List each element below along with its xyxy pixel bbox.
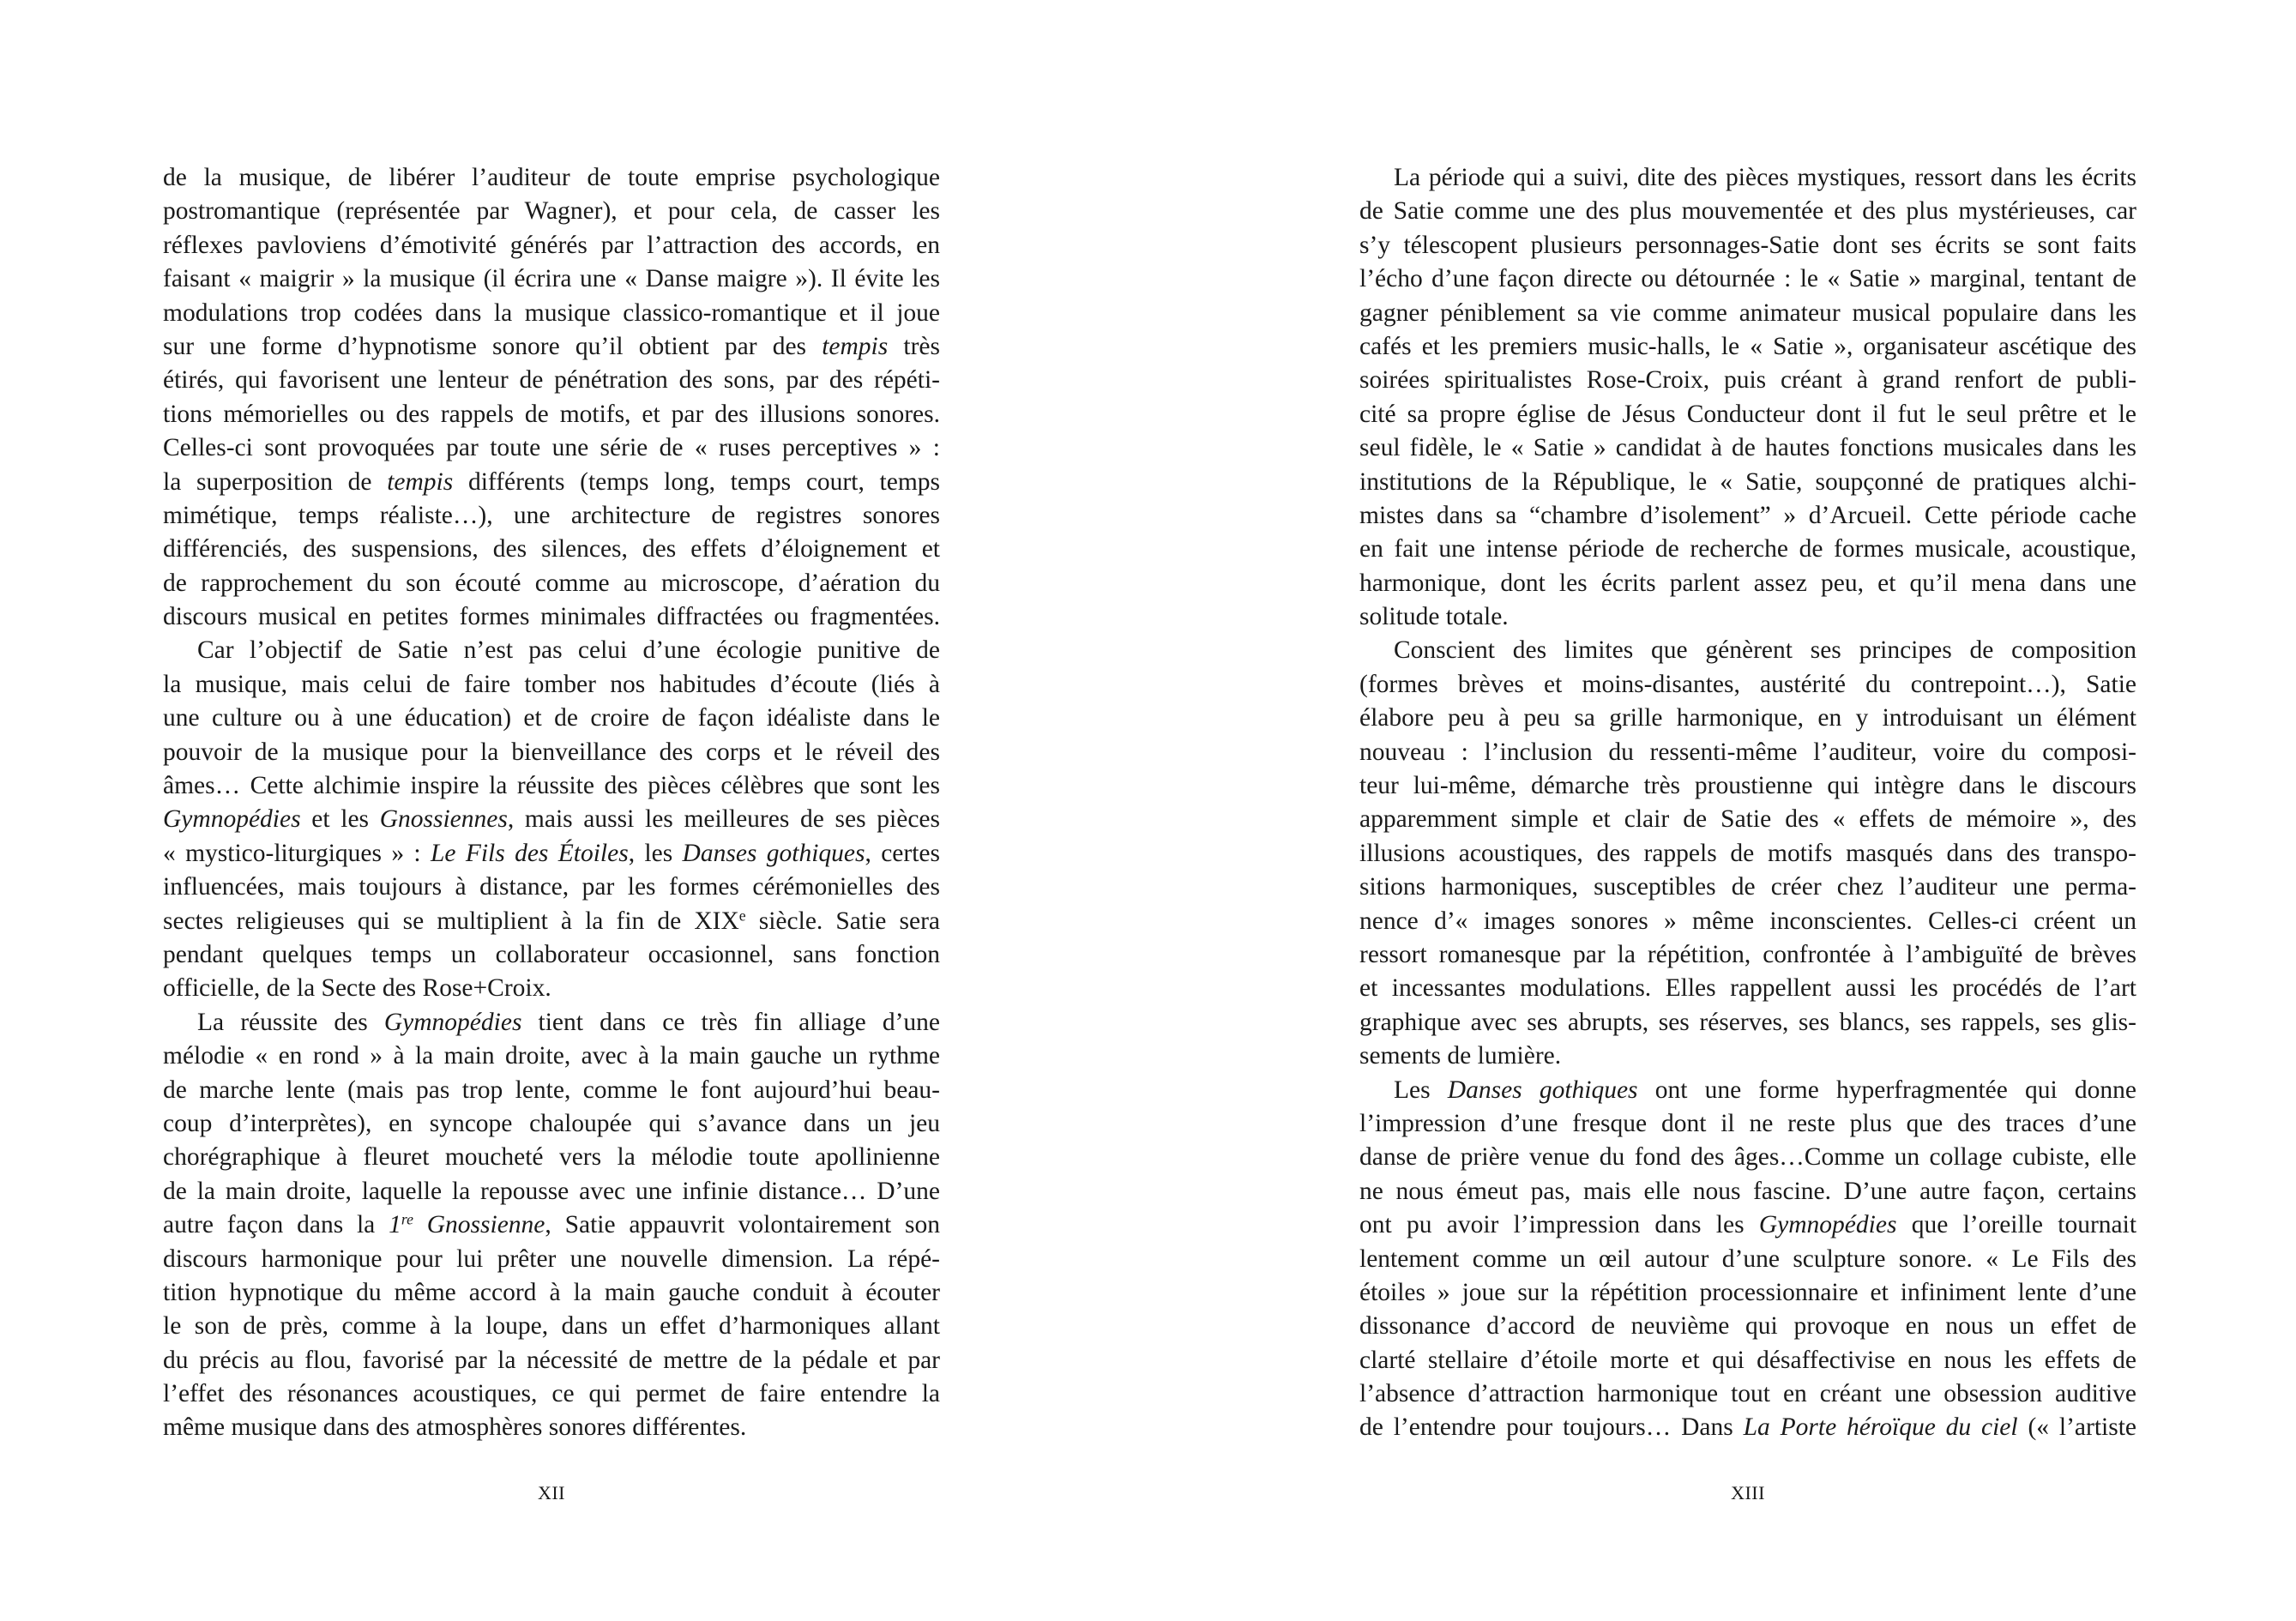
text-segment: modulations trop codées dans la musique classico-romantique et il joue [163, 298, 940, 327]
text-line [163, 499, 940, 533]
text-segment: s’y télescopent plusieurs personnages-Satie dont ses écrits se sont faits [1359, 231, 2136, 259]
text-segment: pendant quelques temps un collaborateur occasionnel, sans fonction [163, 940, 940, 968]
text-segment: réflexes pavloviens d’émotivité générés par l’attraction des accords, en [163, 231, 940, 259]
text-segment: de marche lente (mais pas trop lente, comme le font aujourd’hui beau- [163, 1076, 940, 1104]
text-line [163, 229, 940, 262]
text-line [163, 1175, 940, 1208]
text-segment: sitions harmoniques, susceptibles de créer chez l’auditeur une perma- [1359, 873, 2136, 901]
text-line [1359, 161, 2136, 195]
italic-title: Gymnopédies [163, 805, 301, 834]
text-segment: siècle. Satie sera [745, 907, 940, 935]
text-segment: postromantique (représentée par Wagner), et pour cela, de casser les [163, 197, 940, 226]
text-line [1359, 1243, 2136, 1276]
text-segment: la musique, mais celui de faire tomber nos habitudes d’écoute (liés à [163, 670, 940, 698]
text-segment: l’impression d’une fresque dont il ne reste plus que des traces d’une [1359, 1109, 2136, 1137]
text-segment: , Satie appauvrit volontairement son [545, 1211, 940, 1239]
text-line [163, 938, 940, 972]
text-line [163, 1006, 940, 1039]
text-segment: nouveau : l’inclusion du ressenti-même l’auditeur, voire du composi- [1359, 738, 2136, 766]
text-line [163, 466, 940, 499]
text-line [1359, 1039, 2136, 1073]
text-segment: une culture ou à une éducation) et de croire de façon idéaliste dans le [163, 704, 940, 732]
text-segment: l’absence d’attraction harmonique tout en créant une obsession auditive [1359, 1380, 2136, 1408]
text-line [163, 1377, 940, 1411]
text-segment: tition hypnotique du même accord à la main gauche conduit à écouter [163, 1278, 940, 1306]
text-segment: autre façon dans la [163, 1211, 389, 1239]
text-segment: le son de près, comme à la loupe, dans un effet d’harmoniques allant [163, 1312, 940, 1341]
text-line [163, 533, 940, 566]
text-line [1359, 431, 2136, 465]
italic-title: Danses gothiques [682, 839, 865, 867]
text-line [1359, 1208, 2136, 1242]
text-line [1359, 567, 2136, 600]
italic-title: Gnossienne [413, 1211, 545, 1239]
text-line [163, 668, 940, 702]
text-line [163, 297, 940, 330]
right-page-number: XIII [1731, 1482, 1765, 1503]
text-segment: La période qui a suivi, dite des pièces mystiques, ressort dans les écrits [1394, 164, 2136, 191]
text-segment: élabore peu à peu sa grille harmonique, en y introduisant un élément [1359, 704, 2136, 732]
text-line [163, 871, 940, 904]
text-segment: Conscient des limites que génèrent ses principes de composition [1394, 636, 2136, 665]
text-segment: gagner péniblement sa vie comme animateur musical populaire dans les [1359, 298, 2136, 327]
text-line [163, 1344, 940, 1377]
text-segment: nence d’« images sonores » même inconscientes. Celles-ci créent un [1359, 907, 2136, 935]
text-segment: cafés et les premiers music-halls, le « Satie », organisateur ascétique des [1359, 332, 2136, 360]
text-segment: sur une forme d’hypnotisme sonore qu’il obtient par des [163, 332, 823, 360]
text-line [163, 1107, 940, 1141]
text-segment: de l’entendre pour toujours… Dans [1359, 1413, 1744, 1442]
text-line [163, 1141, 940, 1174]
text-segment: que l’oreille tournait [1896, 1211, 2137, 1239]
text-segment: lentement comme un œil autour d’une sculpture sonore. « Le Fils des [1359, 1244, 2136, 1273]
text-segment: en fait une intense période de recherche de formes musicale, acoustique, [1359, 535, 2136, 563]
text-segment: « mystico-liturgiques » : [163, 839, 431, 867]
text-line [163, 1208, 940, 1242]
text-line [1359, 668, 2136, 702]
text-segment: dissonance d’accord de neuvième qui provoque en nous un effet de [1359, 1312, 2136, 1341]
text-segment: sements de lumière. [1359, 1042, 1562, 1070]
text-segment: clarté stellaire d’étoile morte et qui désaffectivise en nous les effets de [1359, 1346, 2136, 1374]
italic-title: La Porte héroïque du ciel [1743, 1413, 2018, 1442]
text-line [163, 330, 940, 364]
text-segment: graphique avec ses abrupts, ses réserves, ses blancs, ses rappels, ses glis- [1359, 1008, 2136, 1036]
text-segment: même musique dans des atmosphères sonores différentes. [163, 1413, 747, 1442]
text-segment: de Satie comme une des plus mouvementée et des plus mystérieuses, car [1359, 197, 2136, 226]
text-segment: pouvoir de la musique pour la bienveillance des corps et le réveil des [163, 738, 940, 766]
text-line [1359, 600, 2136, 634]
text-segment: mimétique, temps réaliste…), une architecture de registres sonores [163, 501, 940, 529]
text-segment: Les [1394, 1076, 1448, 1104]
text-segment: de la musique, de libérer l’auditeur de toute emprise psychologique [163, 164, 940, 191]
text-line [1359, 364, 2136, 397]
italic-title: Gymnopédies [383, 1008, 522, 1036]
text-line [1359, 1310, 2136, 1343]
italic-title: tempis [387, 467, 454, 496]
text-segment: illusions acoustiques, des rappels de motifs masqués dans des transpo- [1359, 839, 2136, 867]
text-segment: ont pu avoir l’impression dans les [1359, 1211, 1759, 1239]
text-line [1359, 1141, 2136, 1174]
text-segment: chorégraphique à fleuret moucheté vers la mélodie toute apollinienne [163, 1143, 940, 1172]
text-line [1359, 533, 2136, 566]
text-segment: la superposition de [163, 467, 388, 496]
text-line [1359, 1344, 2136, 1377]
text-line [1359, 330, 2136, 364]
text-line [1359, 972, 2136, 1005]
text-line [1359, 871, 2136, 904]
text-segment: , certes [865, 839, 940, 867]
text-line [163, 1243, 940, 1276]
text-line [1359, 229, 2136, 262]
text-line [163, 262, 940, 296]
text-segment: différenciés, des suspensions, des silences, des effets d’éloignement et [163, 535, 940, 563]
text-line [1359, 499, 2136, 533]
text-line [163, 736, 940, 769]
text-line [163, 702, 940, 735]
text-line [163, 634, 940, 667]
text-segment: coup d’interprètes), en syncope chaloupée qui s’avance dans un jeu [163, 1109, 940, 1137]
text-segment: l’écho d’une façon directe ou détournée : le « Satie » marginal, tentant de [1359, 265, 2136, 293]
text-segment: soirées spiritualistes Rose-Croix, puis créant à grand renfort de publi- [1359, 366, 2136, 395]
superscript: e [738, 906, 746, 924]
text-line [1359, 905, 2136, 938]
text-segment: , les [628, 839, 683, 867]
text-segment: discours harmonique pour lui prêter une nouvelle dimension. La répé- [163, 1244, 940, 1273]
text-line [163, 972, 940, 1005]
text-segment: ressort romanesque par la répétition, confrontée à l’ambiguïté de brèves [1359, 940, 2136, 968]
text-line [1359, 297, 2136, 330]
text-line [1359, 938, 2136, 972]
text-segment: âmes… Cette alchimie inspire la réussite des pièces célèbres que sont les [163, 772, 940, 800]
italic-title: Le Fils des Étoiles [430, 839, 629, 867]
text-segment: seul fidèle, le « Satie » candidat à de hautes fonctions musicales dans les [1359, 434, 2136, 462]
text-segment: , mais aussi les meilleures de ses pièces [507, 805, 940, 834]
text-segment: Celles-ci sont provoquées par toute une série de « ruses perceptives » : [163, 434, 940, 462]
text-line [163, 195, 940, 228]
text-line [1359, 769, 2136, 803]
text-line [1359, 1175, 2136, 1208]
text-line [1359, 736, 2136, 769]
text-segment: du précis au flou, favorisé par la nécessité de mettre de la pédale et par [163, 1346, 940, 1374]
text-line [1359, 195, 2136, 228]
text-segment: et incessantes modulations. Elles rappellent aussi les procédés de l’art [1359, 974, 2136, 1003]
text-line [1359, 1276, 2136, 1310]
text-segment: (« l’artiste [2017, 1413, 2136, 1442]
text-line [163, 1276, 940, 1310]
text-segment: La réussite des [197, 1008, 384, 1036]
text-line [1359, 1377, 2136, 1411]
text-segment: harmonique, dont les écrits parlent assez peu, et qu’il mena dans une [1359, 569, 2136, 597]
left-page-number: XII [537, 1482, 566, 1503]
text-line [1359, 1006, 2136, 1039]
text-segment: officielle, de la Secte des Rose+Croix. [163, 974, 551, 1003]
text-line [163, 364, 940, 397]
text-segment: faisant « maigrir » la musique (il écrira une « Danse maigre »). Il évite les [163, 265, 940, 293]
text-line [163, 161, 940, 195]
text-segment: solitude totale. [1359, 603, 1509, 631]
right-page [1148, 0, 2296, 1621]
text-segment: institutions de la République, le « Satie, soupçonné de pratiques alchi- [1359, 467, 2136, 496]
italic-title: tempis [822, 332, 889, 360]
text-segment: étirés, qui favorisent une lenteur de pénétration des sons, par des répéti- [163, 366, 940, 395]
text-line [1359, 634, 2136, 667]
text-line [163, 398, 940, 431]
text-segment: cité sa propre église de Jésus Conducteur dont il fut le seul prêtre et le [1359, 400, 2136, 428]
text-line [1359, 837, 2136, 871]
text-segment: étoiles » joue sur la répétition processionnaire et infiniment lente d’une [1359, 1278, 2136, 1306]
text-segment: mistes dans sa “chambre d’isolement” » d’Arcueil. Cette période cache [1359, 501, 2136, 529]
text-line [1359, 803, 2136, 836]
text-segment: sectes religieuses qui se multiplient à la fin de XIX [163, 907, 739, 935]
text-line [163, 1310, 940, 1343]
italic-title: re [401, 1210, 413, 1228]
text-segment: teur lui-même, démarche très proustienne qui intègre dans le discours [1359, 772, 2136, 800]
text-line [163, 1074, 940, 1107]
italic-title: Gymnopédies [1758, 1211, 1897, 1239]
text-segment: de rapprochement du son écouté comme au microscope, d’aération du [163, 569, 940, 597]
text-segment: danse de prière venue du fond des âges…Comme un collage cubiste, elle [1359, 1143, 2136, 1172]
text-segment: différents (temps long, temps court, temps [453, 467, 940, 496]
text-segment: influencées, mais toujours à distance, par les formes cérémonielles des [163, 873, 940, 901]
text-line [163, 837, 940, 871]
text-line [1359, 466, 2136, 499]
italic-title: Danses gothiques [1447, 1076, 1638, 1104]
text-segment: tions mémorielles ou des rappels de motifs, et par des illusions sonores. [163, 400, 940, 428]
text-segment: tient dans ce très fin alliage d’une [521, 1008, 940, 1036]
text-line [163, 905, 940, 938]
text-segment: de la main droite, laquelle la repousse avec une infinie distance… D’une [163, 1177, 940, 1205]
text-line [163, 769, 940, 803]
text-line [163, 567, 940, 600]
text-line [1359, 1411, 2136, 1444]
italic-title: 1 [389, 1211, 401, 1239]
text-segment: apparemment simple et clair de Satie des « effets de mémoire », des [1359, 805, 2136, 834]
text-line [1359, 1107, 2136, 1141]
text-line [163, 803, 940, 836]
text-segment: Car l’objectif de Satie n’est pas celui d’une écologie punitive de [197, 636, 940, 665]
text-segment: ont une forme hyperfragmentée qui donne [1637, 1076, 2136, 1104]
text-segment: mélodie « en rond » à la main droite, avec à la main gauche un rythme [163, 1042, 940, 1070]
text-segment: l’effet des résonances acoustiques, ce qui permet de faire entendre la [163, 1380, 940, 1408]
text-line [1359, 1074, 2136, 1107]
text-line [163, 1039, 940, 1073]
italic-title: Gnossiennes [379, 805, 508, 834]
text-segment: (formes brèves et moins-disantes, austérité du contrepoint…), Satie [1359, 670, 2136, 698]
text-line [1359, 262, 2136, 296]
text-line [1359, 702, 2136, 735]
text-segment: discours musical en petites formes minimales diffractées ou fragmentées. [163, 603, 940, 631]
right-page-body-text [1359, 161, 2136, 1445]
text-segment: ne nous émeut pas, mais elle nous fascine. D’une autre façon, certains [1359, 1177, 2136, 1205]
text-line [163, 600, 940, 634]
text-line [163, 431, 940, 465]
text-line [163, 1411, 940, 1444]
text-segment: très [888, 332, 941, 360]
text-line [1359, 398, 2136, 431]
text-segment: et les [300, 805, 380, 834]
left-page-body-text [163, 161, 940, 1445]
